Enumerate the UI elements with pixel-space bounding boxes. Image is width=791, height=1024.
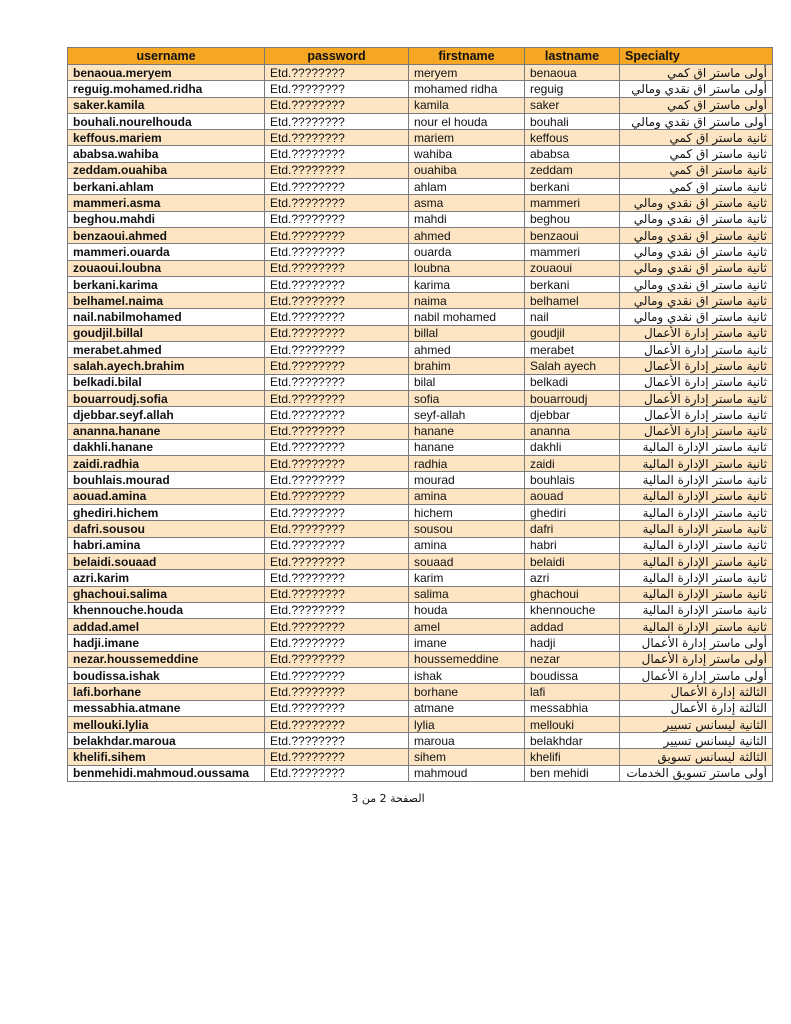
cell-firstname: hichem [409, 505, 525, 521]
cell-username: benaoua.meryem [68, 65, 265, 81]
table-row [68, 684, 773, 700]
cell-password: Etd.???????? [265, 325, 409, 341]
cell-username: zouaoui.loubna [68, 260, 265, 276]
table-row [68, 325, 773, 341]
cell-lastname: dakhli [525, 439, 620, 455]
cell-username: merabet.ahmed [68, 342, 265, 358]
cell-lastname: belakhdar [525, 733, 620, 749]
cell-firstname: sihem [409, 749, 525, 765]
table-row [68, 358, 773, 374]
cell-specialty: ثانية ماستر الإدارة المالية [620, 456, 773, 472]
cell-password: Etd.???????? [265, 407, 409, 423]
cell-firstname: imane [409, 635, 525, 651]
column-header-password: password [265, 48, 409, 65]
table-row [68, 130, 773, 146]
cell-specialty: الثانية ليسانس تسيير [620, 733, 773, 749]
cell-firstname: mahmoud [409, 765, 525, 781]
cell-firstname: ouarda [409, 244, 525, 260]
cell-lastname: khennouche [525, 602, 620, 618]
cell-firstname: billal [409, 325, 525, 341]
cell-username: nezar.houssemeddine [68, 651, 265, 667]
cell-lastname: keffous [525, 130, 620, 146]
table-row [68, 276, 773, 292]
cell-username: belaidi.souaad [68, 553, 265, 569]
cell-specialty: ثانية ماستر إدارة الأعمال [620, 407, 773, 423]
cell-lastname: bouhlais [525, 472, 620, 488]
cell-lastname: mammeri [525, 244, 620, 260]
cell-firstname: ouahiba [409, 162, 525, 178]
cell-password: Etd.???????? [265, 733, 409, 749]
cell-lastname: belaidi [525, 553, 620, 569]
cell-lastname: merabet [525, 342, 620, 358]
cell-lastname: belhamel [525, 293, 620, 309]
table-row [68, 570, 773, 586]
cell-firstname: karima [409, 276, 525, 292]
cell-username: saker.kamila [68, 97, 265, 113]
cell-firstname: amina [409, 488, 525, 504]
cell-firstname: meryem [409, 65, 525, 81]
cell-password: Etd.???????? [265, 570, 409, 586]
cell-username: bouarroudj.sofia [68, 390, 265, 406]
cell-lastname: bouhali [525, 113, 620, 129]
table-row [68, 260, 773, 276]
cell-password: Etd.???????? [265, 423, 409, 439]
cell-username: reguig.mohamed.ridha [68, 81, 265, 97]
table-row [68, 619, 773, 635]
cell-username: addad.amel [68, 619, 265, 635]
cell-firstname: borhane [409, 684, 525, 700]
table-row [68, 390, 773, 406]
cell-firstname: seyf-allah [409, 407, 525, 423]
cell-lastname: ghachoui [525, 586, 620, 602]
table-row [68, 195, 773, 211]
cell-password: Etd.???????? [265, 293, 409, 309]
cell-specialty: ثانية ماستر إدارة الأعمال [620, 374, 773, 390]
cell-username: benmehidi.mahmoud.oussama [68, 765, 265, 781]
cell-password: Etd.???????? [265, 521, 409, 537]
cell-password: Etd.???????? [265, 716, 409, 732]
table-row [68, 651, 773, 667]
cell-firstname: ishak [409, 667, 525, 683]
cell-username: bouhali.nourelhouda [68, 113, 265, 129]
cell-specialty: الثالثة إدارة الأعمال [620, 684, 773, 700]
cell-lastname: habri [525, 537, 620, 553]
cell-password: Etd.???????? [265, 586, 409, 602]
cell-password: Etd.???????? [265, 195, 409, 211]
student-accounts-sheet [67, 47, 772, 782]
cell-firstname: radhia [409, 456, 525, 472]
table-row [68, 97, 773, 113]
cell-password: Etd.???????? [265, 553, 409, 569]
cell-firstname: wahiba [409, 146, 525, 162]
column-header-specialty: Specialty [620, 48, 773, 65]
cell-firstname: bilal [409, 374, 525, 390]
table-row [68, 374, 773, 390]
table-row [68, 505, 773, 521]
cell-firstname: hanane [409, 439, 525, 455]
table-row [68, 586, 773, 602]
cell-lastname: aouad [525, 488, 620, 504]
cell-specialty: أولى ماستر اق نقدي ومالي [620, 113, 773, 129]
cell-lastname: benaoua [525, 65, 620, 81]
cell-firstname: mohamed ridha [409, 81, 525, 97]
cell-username: azri.karim [68, 570, 265, 586]
cell-lastname: lafi [525, 684, 620, 700]
table-row [68, 456, 773, 472]
cell-specialty: ثانية ماستر إدارة الأعمال [620, 342, 773, 358]
cell-username: keffous.mariem [68, 130, 265, 146]
cell-lastname: zeddam [525, 162, 620, 178]
cell-username: hadji.imane [68, 635, 265, 651]
table-row [68, 521, 773, 537]
cell-username: goudjil.billal [68, 325, 265, 341]
cell-username: djebbar.seyf.allah [68, 407, 265, 423]
table-row [68, 293, 773, 309]
cell-password: Etd.???????? [265, 488, 409, 504]
cell-password: Etd.???????? [265, 130, 409, 146]
student-accounts-table [67, 47, 773, 782]
cell-specialty: ثانية ماستر اق كمي [620, 162, 773, 178]
cell-username: zaidi.radhia [68, 456, 265, 472]
cell-password: Etd.???????? [265, 374, 409, 390]
cell-password: Etd.???????? [265, 439, 409, 455]
cell-specialty: ثانية ماستر اق نقدي ومالي [620, 227, 773, 243]
cell-firstname: nabil mohamed [409, 309, 525, 325]
cell-specialty: أولى ماستر تسويق الخدمات [620, 765, 773, 781]
cell-specialty: ثانية ماستر الإدارة المالية [620, 537, 773, 553]
table-row [68, 227, 773, 243]
cell-lastname: nail [525, 309, 620, 325]
cell-username: belhamel.naima [68, 293, 265, 309]
cell-password: Etd.???????? [265, 472, 409, 488]
cell-username: khelifi.sihem [68, 749, 265, 765]
cell-lastname: bouarroudj [525, 390, 620, 406]
cell-firstname: ahlam [409, 179, 525, 195]
cell-specialty: أولى ماستر إدارة الأعمال [620, 667, 773, 683]
column-header-lastname: lastname [525, 48, 620, 65]
cell-password: Etd.???????? [265, 749, 409, 765]
cell-lastname: berkani [525, 276, 620, 292]
cell-specialty: أولى ماستر اق كمي [620, 65, 773, 81]
cell-lastname: Salah ayech [525, 358, 620, 374]
cell-password: Etd.???????? [265, 65, 409, 81]
cell-specialty: ثانية ماستر إدارة الأعمال [620, 325, 773, 341]
cell-username: dafri.sousou [68, 521, 265, 537]
cell-specialty: ثانية ماستر الإدارة المالية [620, 553, 773, 569]
table-row [68, 667, 773, 683]
cell-password: Etd.???????? [265, 309, 409, 325]
cell-firstname: asma [409, 195, 525, 211]
table-row [68, 602, 773, 618]
cell-lastname: reguig [525, 81, 620, 97]
cell-password: Etd.???????? [265, 619, 409, 635]
cell-username: salah.ayech.brahim [68, 358, 265, 374]
cell-username: ananna.hanane [68, 423, 265, 439]
cell-firstname: amina [409, 537, 525, 553]
cell-firstname: nour el houda [409, 113, 525, 129]
cell-firstname: amel [409, 619, 525, 635]
cell-firstname: mariem [409, 130, 525, 146]
cell-username: berkani.ahlam [68, 179, 265, 195]
cell-firstname: mourad [409, 472, 525, 488]
cell-password: Etd.???????? [265, 113, 409, 129]
table-body [68, 65, 773, 782]
table-row [68, 81, 773, 97]
table-row [68, 472, 773, 488]
cell-specialty: الثالثة إدارة الأعمال [620, 700, 773, 716]
cell-username: bouhlais.mourad [68, 472, 265, 488]
cell-specialty: أولى ماستر اق نقدي ومالي [620, 81, 773, 97]
cell-specialty: ثانية ماستر اق كمي [620, 130, 773, 146]
table-row [68, 635, 773, 651]
table-row [68, 716, 773, 732]
cell-lastname: messabhia [525, 700, 620, 716]
cell-lastname: zaidi [525, 456, 620, 472]
cell-specialty: ثانية ماستر الإدارة المالية [620, 586, 773, 602]
table-row [68, 488, 773, 504]
cell-password: Etd.???????? [265, 211, 409, 227]
cell-username: nail.nabilmohamed [68, 309, 265, 325]
cell-specialty: ثانية ماستر اق نقدي ومالي [620, 276, 773, 292]
table-row [68, 439, 773, 455]
cell-lastname: boudissa [525, 667, 620, 683]
cell-password: Etd.???????? [265, 146, 409, 162]
table-header [68, 48, 773, 65]
cell-password: Etd.???????? [265, 390, 409, 406]
cell-firstname: houssemeddine [409, 651, 525, 667]
cell-lastname: belkadi [525, 374, 620, 390]
cell-password: Etd.???????? [265, 162, 409, 178]
table-row [68, 553, 773, 569]
cell-specialty: ثانية ماستر اق نقدي ومالي [620, 309, 773, 325]
page-number: الصفحة 2 من 3 [351, 792, 425, 805]
cell-firstname: lylia [409, 716, 525, 732]
cell-lastname: mammeri [525, 195, 620, 211]
table-row [68, 309, 773, 325]
cell-password: Etd.???????? [265, 684, 409, 700]
cell-password: Etd.???????? [265, 81, 409, 97]
cell-specialty: ثانية ماستر الإدارة المالية [620, 505, 773, 521]
cell-username: ababsa.wahiba [68, 146, 265, 162]
cell-lastname: nezar [525, 651, 620, 667]
cell-firstname: maroua [409, 733, 525, 749]
table-row [68, 65, 773, 81]
cell-firstname: brahim [409, 358, 525, 374]
table-row [68, 179, 773, 195]
column-header-firstname: firstname [409, 48, 525, 65]
cell-password: Etd.???????? [265, 227, 409, 243]
cell-password: Etd.???????? [265, 260, 409, 276]
cell-specialty: ثانية ماستر الإدارة المالية [620, 488, 773, 504]
cell-firstname: souaad [409, 553, 525, 569]
table-row [68, 162, 773, 178]
cell-lastname: benzaoui [525, 227, 620, 243]
header-row [68, 48, 773, 65]
cell-specialty: ثانية ماستر إدارة الأعمال [620, 390, 773, 406]
cell-specialty: ثانية ماستر اق نقدي ومالي [620, 211, 773, 227]
cell-firstname: ahmed [409, 342, 525, 358]
table-row [68, 113, 773, 129]
table-row [68, 423, 773, 439]
cell-password: Etd.???????? [265, 97, 409, 113]
cell-specialty: ثانية ماستر اق كمي [620, 179, 773, 195]
table-row [68, 342, 773, 358]
table-row [68, 211, 773, 227]
cell-password: Etd.???????? [265, 179, 409, 195]
cell-username: mammeri.asma [68, 195, 265, 211]
cell-specialty: ثانية ماستر اق نقدي ومالي [620, 260, 773, 276]
column-header-username: username [68, 48, 265, 65]
cell-firstname: hanane [409, 423, 525, 439]
cell-password: Etd.???????? [265, 244, 409, 260]
cell-lastname: khelifi [525, 749, 620, 765]
cell-username: mammeri.ouarda [68, 244, 265, 260]
cell-username: boudissa.ishak [68, 667, 265, 683]
cell-username: benzaoui.ahmed [68, 227, 265, 243]
cell-password: Etd.???????? [265, 537, 409, 553]
cell-password: Etd.???????? [265, 342, 409, 358]
cell-specialty: ثانية ماستر اق نقدي ومالي [620, 244, 773, 260]
cell-username: habri.amina [68, 537, 265, 553]
cell-specialty: الثالثة ليسانس تسويق [620, 749, 773, 765]
cell-firstname: naima [409, 293, 525, 309]
table-row [68, 700, 773, 716]
cell-username: ghediri.hichem [68, 505, 265, 521]
table-row [68, 749, 773, 765]
table-row [68, 537, 773, 553]
cell-lastname: dafri [525, 521, 620, 537]
cell-firstname: sofia [409, 390, 525, 406]
cell-username: ghachoui.salima [68, 586, 265, 602]
cell-specialty: ثانية ماستر الإدارة المالية [620, 570, 773, 586]
cell-username: mellouki.lylia [68, 716, 265, 732]
cell-specialty: أولى ماستر اق كمي [620, 97, 773, 113]
cell-specialty: ثانية ماستر الإدارة المالية [620, 619, 773, 635]
table-row [68, 407, 773, 423]
cell-password: Etd.???????? [265, 456, 409, 472]
cell-specialty: أولى ماستر إدارة الأعمال [620, 635, 773, 651]
cell-password: Etd.???????? [265, 765, 409, 781]
table-row [68, 765, 773, 781]
cell-password: Etd.???????? [265, 358, 409, 374]
cell-firstname: kamila [409, 97, 525, 113]
table-row [68, 244, 773, 260]
cell-password: Etd.???????? [265, 505, 409, 521]
cell-lastname: saker [525, 97, 620, 113]
cell-lastname: berkani [525, 179, 620, 195]
cell-specialty: ثانية ماستر إدارة الأعمال [620, 358, 773, 374]
cell-lastname: mellouki [525, 716, 620, 732]
cell-lastname: hadji [525, 635, 620, 651]
cell-password: Etd.???????? [265, 635, 409, 651]
cell-lastname: beghou [525, 211, 620, 227]
cell-firstname: houda [409, 602, 525, 618]
cell-firstname: atmane [409, 700, 525, 716]
cell-username: belakhdar.maroua [68, 733, 265, 749]
cell-lastname: ananna [525, 423, 620, 439]
cell-lastname: djebbar [525, 407, 620, 423]
cell-password: Etd.???????? [265, 276, 409, 292]
cell-password: Etd.???????? [265, 651, 409, 667]
cell-firstname: karim [409, 570, 525, 586]
cell-specialty: ثانية ماستر إدارة الأعمال [620, 423, 773, 439]
cell-username: khennouche.houda [68, 602, 265, 618]
cell-lastname: ben mehidi [525, 765, 620, 781]
cell-lastname: addad [525, 619, 620, 635]
cell-firstname: ahmed [409, 227, 525, 243]
cell-firstname: sousou [409, 521, 525, 537]
cell-firstname: mahdi [409, 211, 525, 227]
cell-lastname: zouaoui [525, 260, 620, 276]
cell-password: Etd.???????? [265, 667, 409, 683]
cell-username: belkadi.bilal [68, 374, 265, 390]
cell-specialty: الثانية ليسانس تسيير [620, 716, 773, 732]
cell-specialty: ثانية ماستر اق نقدي ومالي [620, 195, 773, 211]
cell-username: dakhli.hanane [68, 439, 265, 455]
cell-specialty: ثانية ماستر اق نقدي ومالي [620, 293, 773, 309]
cell-username: berkani.karima [68, 276, 265, 292]
cell-specialty: ثانية ماستر الإدارة المالية [620, 602, 773, 618]
cell-username: aouad.amina [68, 488, 265, 504]
cell-username: messabhia.atmane [68, 700, 265, 716]
cell-lastname: ababsa [525, 146, 620, 162]
cell-username: zeddam.ouahiba [68, 162, 265, 178]
cell-specialty: ثانية ماستر اق كمي [620, 146, 773, 162]
cell-password: Etd.???????? [265, 602, 409, 618]
cell-specialty: ثانية ماستر الإدارة المالية [620, 472, 773, 488]
cell-specialty: ثانية ماستر الإدارة المالية [620, 521, 773, 537]
cell-specialty: أولى ماستر إدارة الأعمال [620, 651, 773, 667]
cell-lastname: goudjil [525, 325, 620, 341]
cell-username: lafi.borhane [68, 684, 265, 700]
cell-lastname: azri [525, 570, 620, 586]
cell-firstname: loubna [409, 260, 525, 276]
cell-username: beghou.mahdi [68, 211, 265, 227]
table-row [68, 733, 773, 749]
cell-specialty: ثانية ماستر الإدارة المالية [620, 439, 773, 455]
cell-firstname: salima [409, 586, 525, 602]
table-row [68, 146, 773, 162]
cell-password: Etd.???????? [265, 700, 409, 716]
cell-lastname: ghediri [525, 505, 620, 521]
